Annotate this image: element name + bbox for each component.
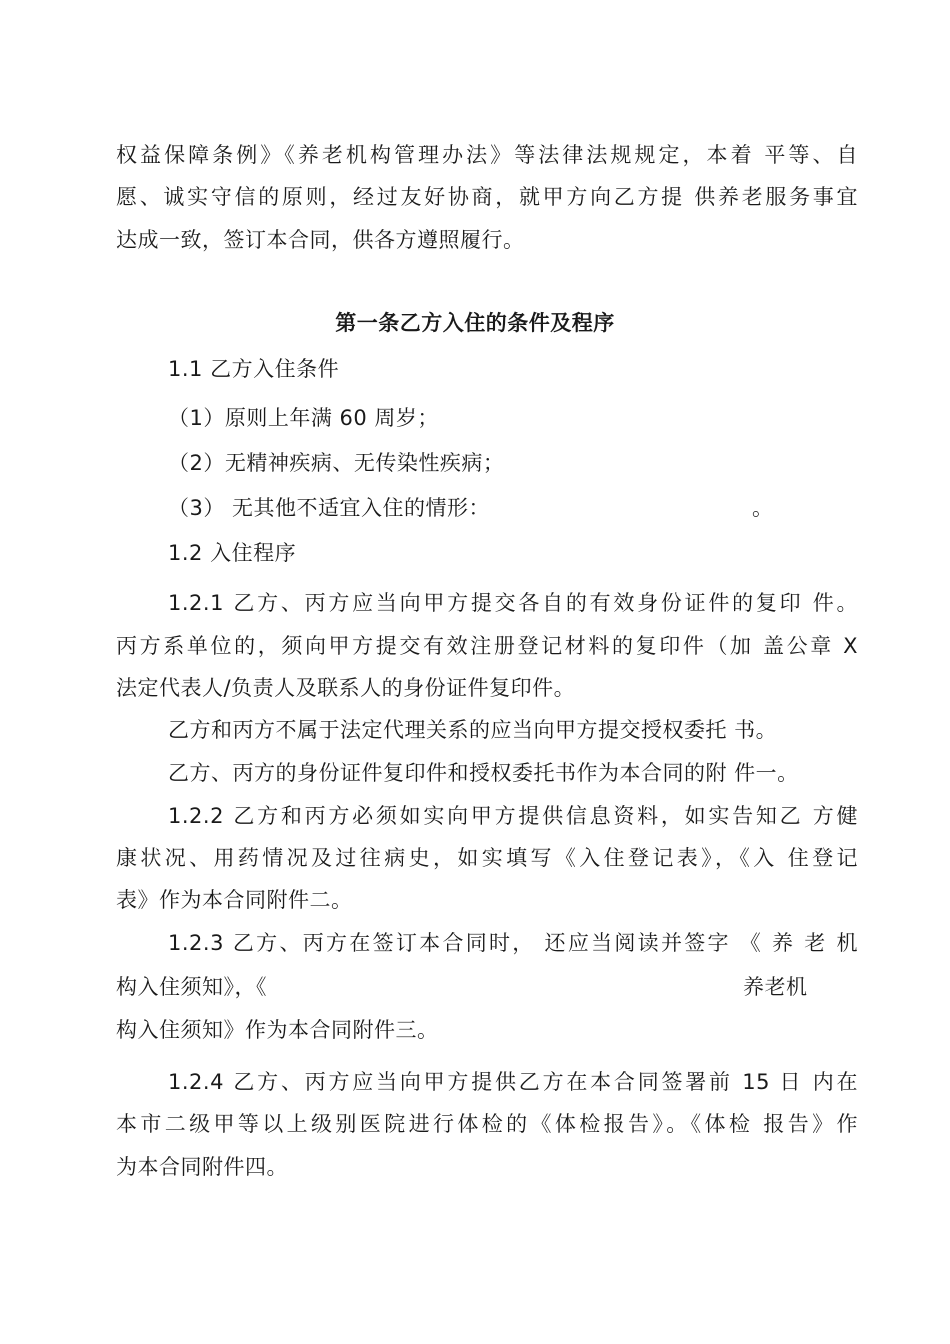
article-title: 第一条乙方入住的条件及程序: [335, 311, 615, 335]
intro-line-2: 愿、诚实守信的原则，经过友好协商，就甲方向乙方提 供养老服务事宜: [116, 185, 858, 209]
para-1-2-3-line-2-left: 构入住须知》，《: [116, 975, 267, 999]
intro-line-3: 达成一致，签订本合同，供各方遵照履行。: [116, 228, 525, 252]
condition-2: （2）无精神疾病、无传染性疾病；: [168, 451, 505, 475]
para-authorization: 乙方和丙方不属于法定代理关系的应当向甲方提交授权委托 书。: [168, 718, 778, 742]
para-1-2-4-line-3: 为本合同附件四。: [116, 1155, 288, 1179]
para-1-2-2-line-2: 康状况、用药情况及过往病史，如实填写《入住登记表》，《入 住登记: [116, 846, 858, 870]
para-1-2-1-line-3: 法定代表人/负责人及联系人的身份证件复印件。: [116, 676, 576, 700]
section-1-1-heading: 1.1 乙方入住条件: [168, 357, 340, 381]
para-1-2-2-line-1: 1.2.2 乙方和丙方必须如实向甲方提供信息资料，如实告知乙 方健: [168, 804, 858, 828]
para-1-2-1-line-1: 1.2.1 乙方、丙方应当向甲方提交各自的有效身份证件的复印 件。: [168, 591, 858, 615]
intro-line-1: 权益保障条例》《养老机构管理办法》等法律法规规定，本着 平等、自: [116, 143, 858, 167]
condition-3-label: （3） 无其他不适宜入住的情形：: [168, 496, 491, 520]
para-attachment-1: 乙方、丙方的身份证件复印件和授权委托书作为本合同的附 件一。: [168, 761, 799, 785]
condition-1: （1）原则上年满 60 周岁；: [168, 406, 439, 430]
condition-3-end: 。: [752, 496, 774, 520]
section-1-2-heading: 1.2 入住程序: [168, 541, 297, 565]
para-1-2-3-line-2-right: 养老机: [743, 975, 808, 999]
para-1-2-1-line-2: 丙方系单位的，须向甲方提交有效注册登记材料的复印件（加 盖公章 X: [116, 634, 858, 658]
para-1-2-3-line-3: 构入住须知》作为本合同附件三。: [116, 1018, 439, 1042]
para-1-2-3-line-1: 1.2.3 乙方、丙方在签订本合同时， 还应当阅读并签字 《 养 老 机: [168, 931, 858, 955]
para-1-2-2-line-3: 表》作为本合同附件二。: [116, 888, 353, 912]
para-1-2-4-line-1: 1.2.4 乙方、丙方应当向甲方提供乙方在本合同签署前 15 日 内在: [168, 1070, 858, 1094]
para-1-2-4-line-2: 本市二级甲等以上级别医院进行体检的《体检报告》。《体检 报告》作: [116, 1112, 858, 1136]
